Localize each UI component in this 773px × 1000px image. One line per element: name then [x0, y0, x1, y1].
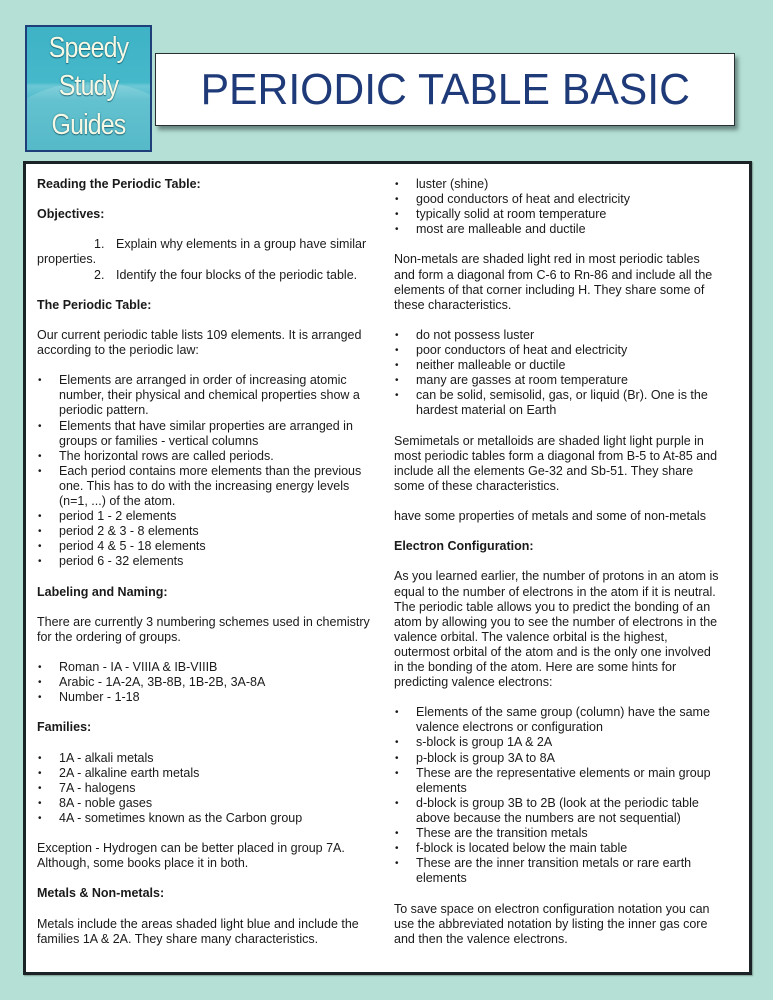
left-column: [37, 177, 377, 962]
logo-text-guides: Guides: [51, 109, 126, 141]
list-item: • d-block is group 3B to 2B (look at the periodic table above because the numbers are not sequential): [394, 796, 724, 826]
list-item: • can be solid, semisolid, gas, or liquid (Br). One is the hardest material on Earth: [394, 388, 724, 418]
content-panel: [23, 161, 752, 975]
families-list: [37, 751, 377, 826]
list-item: • do not possess luster: [394, 328, 724, 343]
list-item: • many are gasses at room temperature: [394, 373, 724, 388]
electron-intro: As you learned earlier, the number of protons in an atom is equal to the number of electrons in the atom if it is neutral. The periodic table allows you to predict the bonding of an atom by allowing you to see the number of electrons in the valence orbital. The valence orbital is the highest, outermost orbital of the atom and is the only one involved in the bonding of the atom. Here are some hints for predicting valence electrons:: [394, 569, 719, 690]
metals-intro: Metals include the areas shaded light blue and include the families 1A & 2A. They share many characteristics.: [37, 916, 359, 946]
page-title: PERIODIC TABLE BASIC: [200, 64, 690, 114]
list-item: • p-block is group 3A to 8A: [394, 751, 724, 766]
list-item: • 2A - alkaline earth metals: [37, 766, 377, 781]
list-item: • period 1 - 2 elements: [37, 509, 377, 524]
list-item: • neither malleable or ductile: [394, 358, 724, 373]
objectives-list: [37, 237, 377, 282]
periodic-law-list: [37, 373, 377, 569]
list-item: • most are malleable and ductile: [394, 222, 724, 237]
notation-note: To save space on electron configuration notation you can use the abbreviated notation by listing the inner gas core and then the valence electrons.: [394, 901, 710, 946]
list-item: • 8A - noble gases: [37, 796, 377, 811]
list-item: • These are the inner transition metals or rare earth elements: [394, 856, 724, 886]
list-item: • s-block is group 1A & 2A: [394, 735, 724, 750]
exception-note: Exception - Hydrogen can be better placed in group 7A. Although, some books place it in both.: [37, 841, 345, 871]
list-item: • poor conductors of heat and electricity: [394, 343, 724, 358]
periodic-table-intro: Our current periodic table lists 109 elements. It is arranged according to the periodic law:: [37, 327, 362, 358]
list-item: • Elements of the same group (column) have the same valence electrons or configuration: [394, 705, 724, 735]
section-heading-reading: Reading the Periodic Table:: [37, 177, 201, 191]
semimetals-note: have some properties of metals and some of non-metals: [394, 509, 706, 524]
list-item: • These are the representative elements or main group elements: [394, 766, 724, 796]
semimetals-intro: Semimetals or metalloids are shaded light light purple in most periodic tables form a diagonal from B-5 to At-85 and include all the elements Ge-32 and Sb-51. They share some of these characteristics.: [394, 433, 718, 493]
nonmetals-intro: Non-metals are shaded light red in most periodic tables and form a diagonal from C-6 to Rn-86 and include all the elements of that corner including H. They share some of these characteristics.: [394, 252, 713, 312]
list-item: • Elements that have similar properties are arranged in groups or families - vertical columns: [37, 419, 377, 449]
list-item: • 1A - alkali metals: [37, 751, 377, 766]
list-item: • Arabic - 1A-2A, 3B-8B, 1B-2B, 3A-8A: [37, 675, 377, 690]
objective-item: [37, 237, 377, 267]
list-item: • Roman - IA - VIIIA & IB-VIIIB: [37, 660, 377, 675]
section-heading-metals: Metals & Non-metals:: [37, 886, 165, 901]
section-heading-periodic-table: The Periodic Table:: [37, 297, 152, 312]
list-item: • 4A - sometimes known as the Carbon group: [37, 811, 377, 826]
logo-text-speedy: Speedy: [48, 32, 129, 64]
list-item: • 7A - halogens: [37, 781, 377, 796]
list-item: • luster (shine): [394, 177, 724, 192]
section-heading-labeling: Labeling and Naming:: [37, 584, 168, 599]
list-item: • typically solid at room temperature: [394, 207, 724, 222]
list-item: • Number - 1-18: [37, 690, 377, 705]
objective-number: 1.: [94, 237, 105, 252]
objective-text: Identify the four blocks of the periodic table.: [116, 267, 358, 282]
objective-text: Explain why elements in a group have similar properties.: [37, 237, 367, 267]
nonmetals-characteristics-list: [394, 328, 724, 419]
logo-text-study: Study: [58, 70, 119, 102]
right-column: [394, 177, 724, 962]
list-item: • The horizontal rows are called periods.: [37, 449, 377, 464]
title-banner: [155, 53, 735, 126]
speedy-study-guides-logo: [25, 25, 152, 152]
section-heading-families: Families:: [37, 720, 92, 735]
list-item: • period 2 & 3 - 8 elements: [37, 524, 377, 539]
objective-item: [37, 268, 377, 283]
labeling-list: [37, 660, 377, 705]
metals-characteristics-list: [394, 177, 724, 237]
list-item: • period 4 & 5 - 18 elements: [37, 539, 377, 554]
list-item: • good conductors of heat and electricity: [394, 192, 724, 207]
electron-hints-list: [394, 705, 724, 886]
list-item: • These are the transition metals: [394, 826, 724, 841]
list-item: • period 6 - 32 elements: [37, 554, 377, 569]
labeling-intro: There are currently 3 numbering schemes used in chemistry for the ordering of groups.: [37, 614, 370, 644]
list-item: • f-block is located below the main table: [394, 841, 724, 856]
section-heading-electron-configuration: Electron Configuration:: [394, 539, 534, 554]
objective-number: 2.: [94, 267, 105, 282]
list-item: • Each period contains more elements than the previous one. This has to do with the increasing energy levels (n=1, ...) of the atom.: [37, 464, 377, 509]
section-heading-objectives: Objectives:: [37, 207, 105, 222]
list-item: • Elements are arranged in order of increasing atomic number, their physical and chemical properties show a periodic pattern.: [37, 373, 377, 418]
